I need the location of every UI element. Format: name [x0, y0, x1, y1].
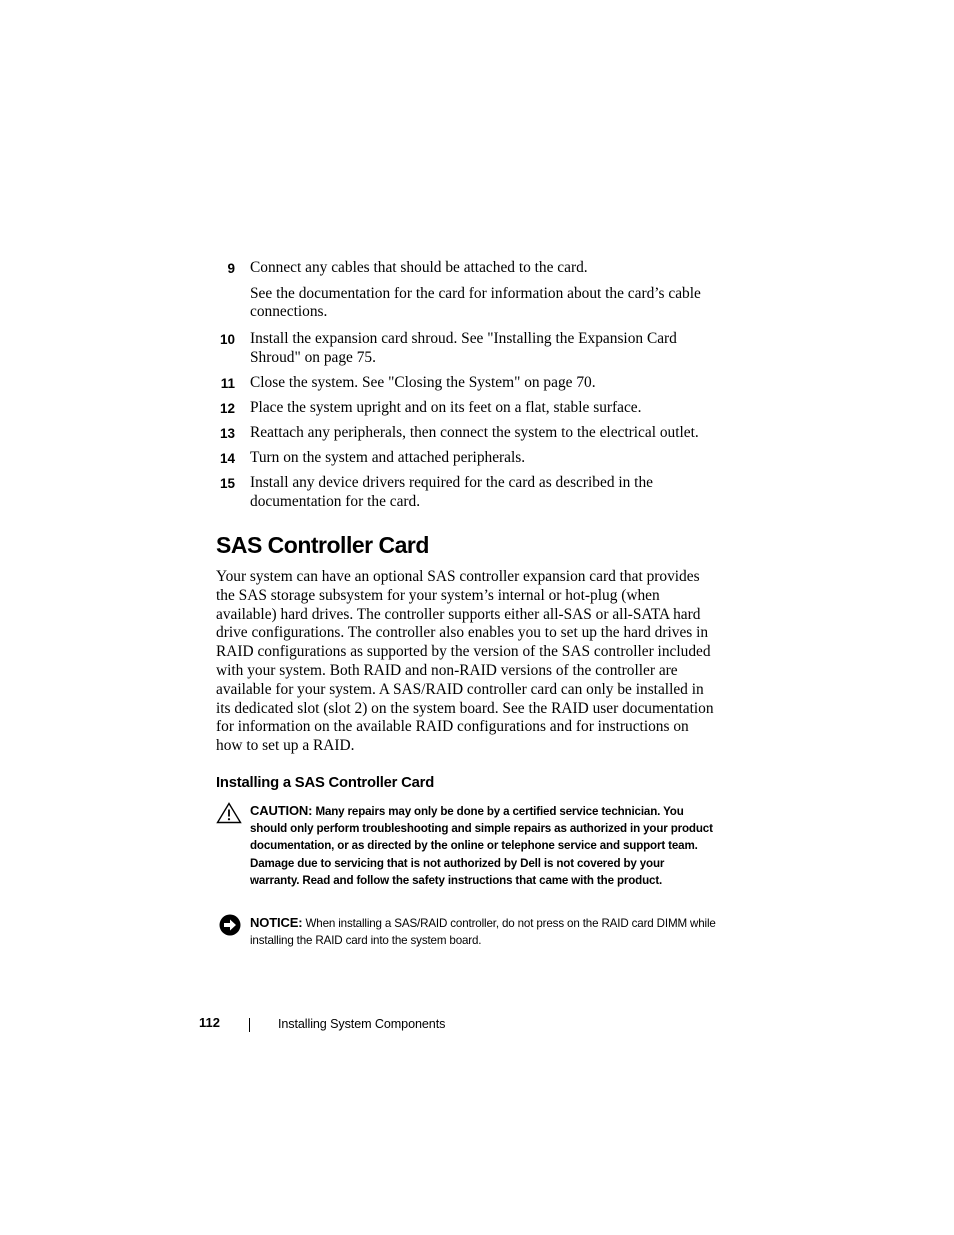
- step-14: [216, 449, 736, 468]
- caution-body: Many repairs may only be done by a certified service technician. You should only perform troubleshooting and simple repairs as authorized in your product documentation, or as directed by the online or telephone service and support team. Damage due to servicing that is not authorized by Dell is not covered by your warranty. Read and follow the safety instructions that came with the product.: [250, 805, 713, 887]
- caution-block: [216, 802, 716, 889]
- step-text: Place the system upright and on its feet on a flat, stable surface.: [250, 399, 642, 416]
- footer-chapter-title: Installing System Components: [278, 1017, 446, 1031]
- step-number: 9: [227, 261, 235, 276]
- notice-label: NOTICE:: [250, 915, 303, 930]
- step-subtext: See the documentation for the card for information about the card’s cable connections.: [250, 284, 701, 320]
- step-10: [216, 330, 736, 367]
- page-number: 112: [199, 1015, 220, 1030]
- step-text: Install the expansion card shroud. See "Installing the Expansion Card Shroud" on page 75.: [250, 330, 677, 366]
- step-number: 15: [219, 476, 235, 491]
- caution-label: CAUTION:: [250, 803, 313, 818]
- step-number: 12: [219, 401, 235, 416]
- step-13: [216, 424, 736, 443]
- section-title: SAS Controller Card: [216, 532, 429, 558]
- step-12: [216, 399, 736, 418]
- step-text: Turn on the system and attached peripherals.: [250, 449, 526, 466]
- step-11: [216, 374, 736, 393]
- step-text: Reattach any peripherals, then connect the system to the electrical outlet.: [250, 424, 699, 441]
- step-number: 14: [219, 451, 235, 466]
- section-intro: Your system can have an optional SAS controller expansion card that provides the SAS storage subsystem for your system’s internal or hot-plug (when available) hard drives. The controller supports either all-SAS or all-SATA hard drive configurations. The controller also enables you to set up the hard drives in RAID configurations as supported by the version of the SAS controller included with your system. Both RAID and non-RAID versions of the controller are available for your system. A SAS/RAID controller card can only be installed in its dedicated slot (slot 2) on the system board. See the RAID user documentation for information on the available RAID configurations and for instructions on how to set up a RAID.: [216, 568, 714, 755]
- notice-body: When installing a SAS/RAID controller, do not press on the RAID card DIMM while installing the RAID card into the system board.: [250, 917, 716, 948]
- step-number: 10: [219, 332, 235, 347]
- notice-block: [216, 914, 716, 949]
- step-15: [216, 474, 736, 511]
- caution-text: [250, 802, 716, 889]
- footer-divider: [249, 1018, 250, 1032]
- step-number: 13: [219, 426, 235, 441]
- step-text: Close the system. See "Closing the System" on page 70.: [250, 374, 596, 391]
- step-text: Install any device drivers required for the card as described in the documentation for the card.: [250, 474, 653, 510]
- caution-triangle-icon: [216, 802, 242, 829]
- step-text: Connect any cables that should be attached to the card.: [250, 259, 588, 276]
- step-number: 11: [220, 376, 235, 391]
- step-9: [216, 259, 736, 322]
- notice-text: [250, 914, 716, 949]
- subsection-title: Installing a SAS Controller Card: [216, 775, 435, 791]
- notice-arrow-icon: [219, 914, 241, 941]
